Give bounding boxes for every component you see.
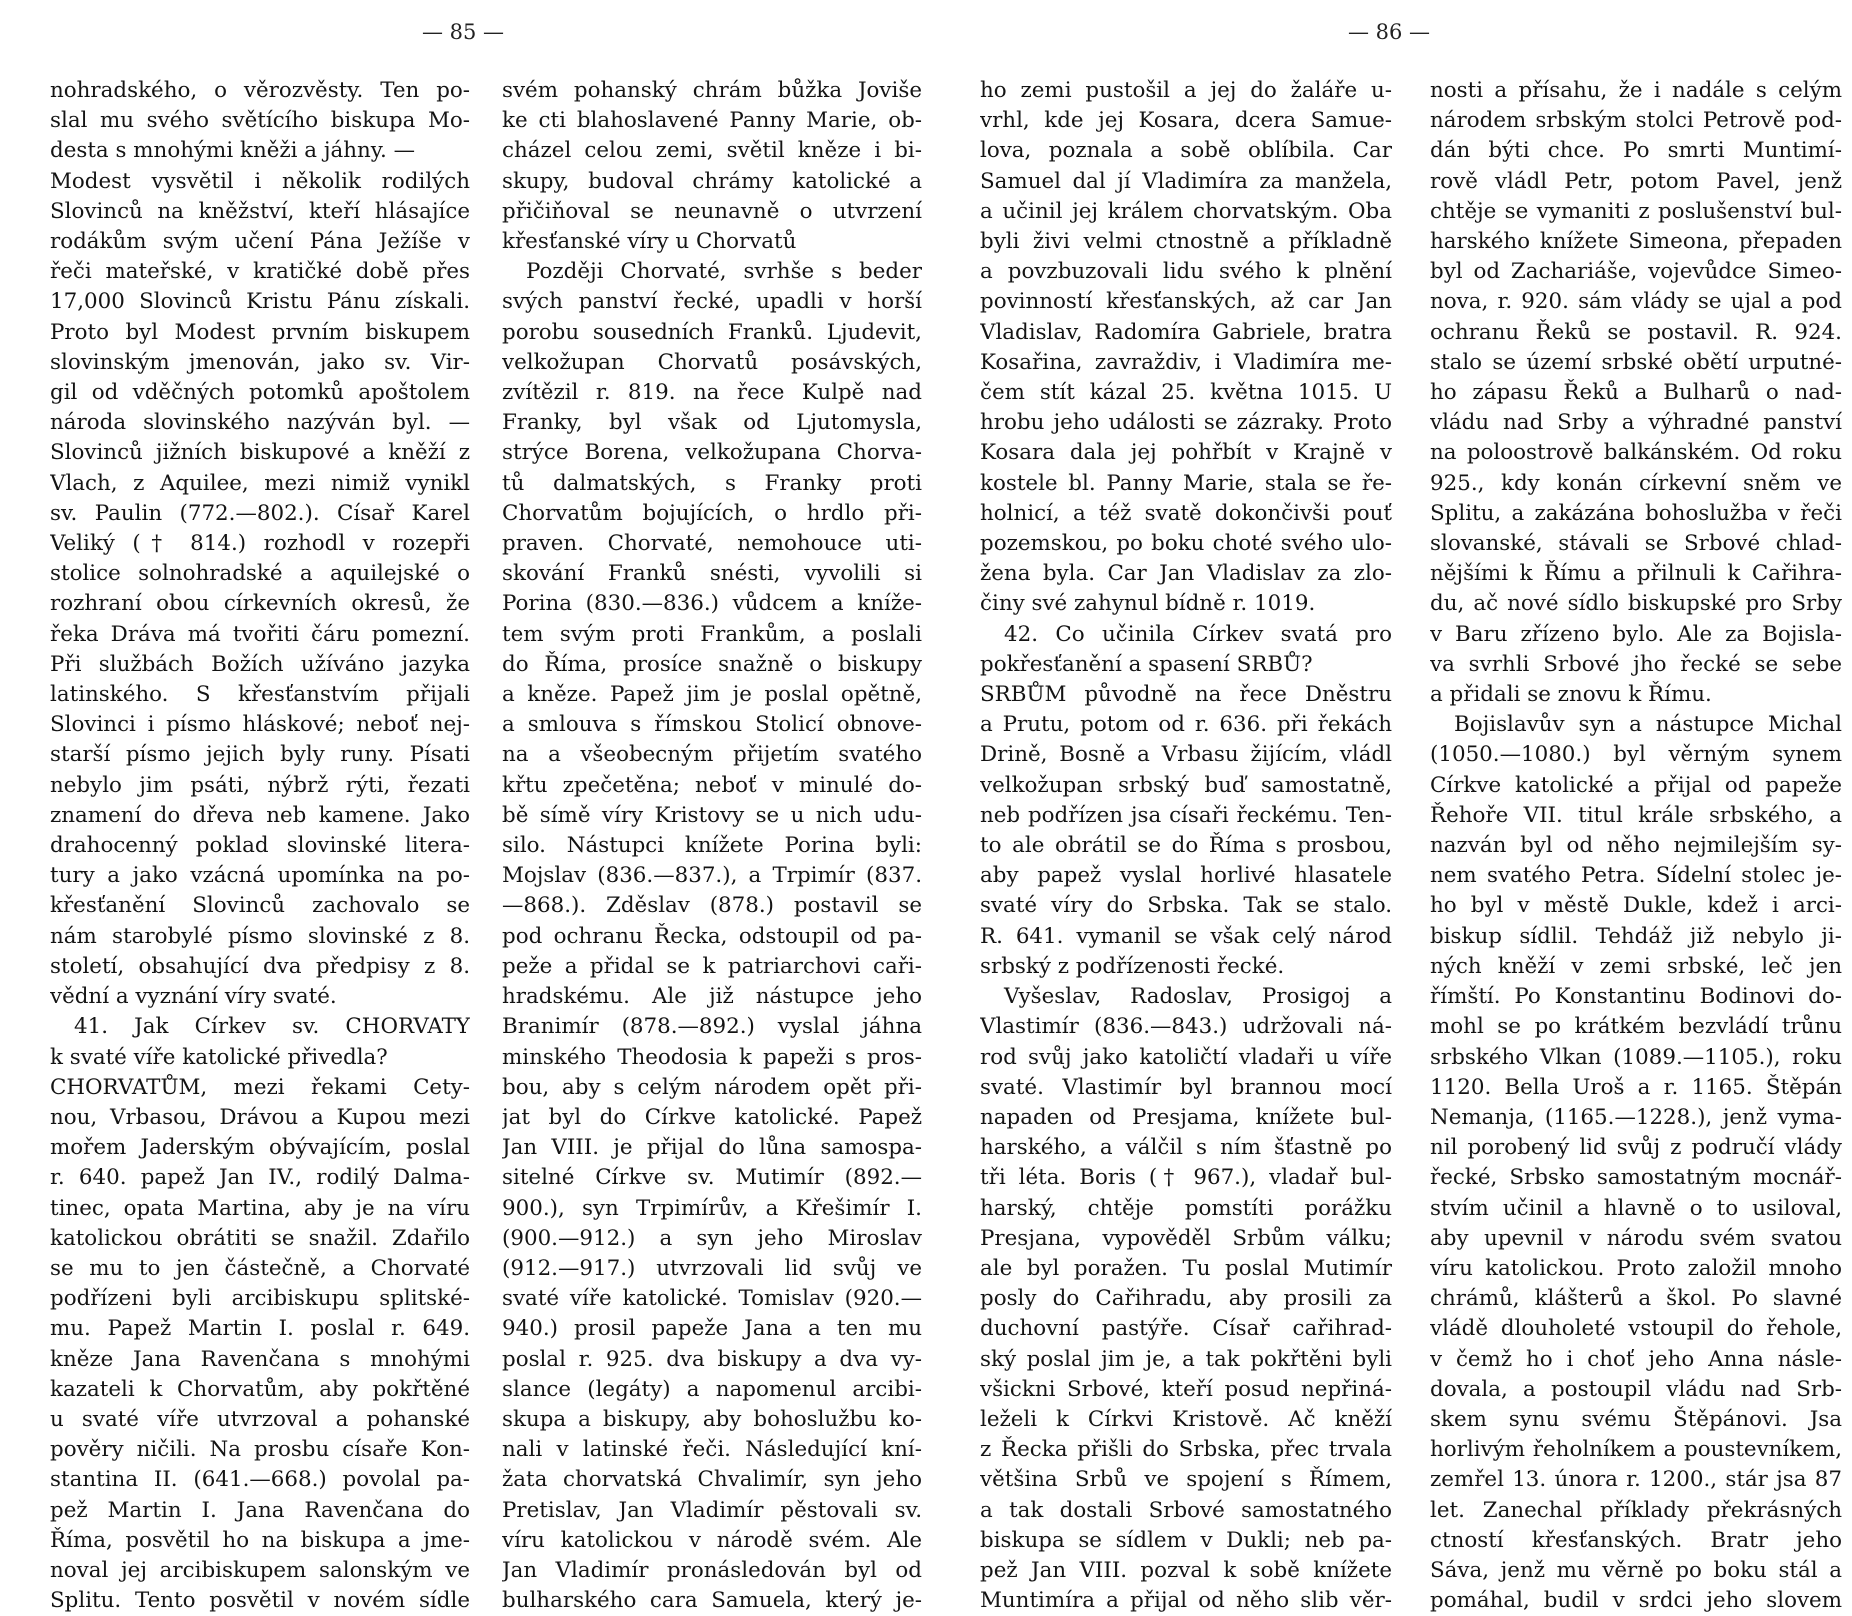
text-line: mohl se po krátkém bezvládí trůnu xyxy=(1430,1014,1842,1040)
text-line: a smlouva s římskou Stolicí obnove- xyxy=(502,712,922,738)
text-line: a přidali se znovu k Římu. xyxy=(1430,682,1712,708)
text-line: Slovinci i písmo hláskové; neboť nej- xyxy=(50,712,470,738)
text-line: minského Theodosia k papeži s pros- xyxy=(502,1044,922,1070)
text-line: chtěje se vymaniti z poslušenství bul- xyxy=(1430,198,1842,224)
text-line: mořem Jaderským obývajícím, poslal xyxy=(50,1135,470,1161)
text-line: pozemskou, po boku choté svého ulo- xyxy=(980,531,1392,557)
text-line: Proto byl Modest prvním biskupem xyxy=(50,319,470,345)
text-line: do Říma, prosíce snažně o biskupy xyxy=(502,651,922,677)
text-line: nil porobený lid svůj z područí vlády xyxy=(1430,1135,1842,1161)
text-line: chrámů, klášterů a škol. Po slavné xyxy=(1430,1286,1842,1312)
text-line: skování Franků snésti, vyvolili si xyxy=(502,561,922,587)
text-line: a Prutu, potom od r. 636. při řekách xyxy=(980,712,1392,738)
text-line: Mojslav (836.—837.), a Trpimír (837. xyxy=(502,863,922,889)
text-line: tů dalmatských, s Franky proti xyxy=(502,470,922,496)
text-line: cházel celou zemi, světil kněze i bi- xyxy=(502,138,922,164)
text-line: lova, poznala a sobě oblíbila. Car xyxy=(980,138,1392,164)
text-line: národa slovinského nazýván byl. — xyxy=(50,410,470,436)
text-line: pod ochranu Řecka, odstoupil od pa- xyxy=(502,923,922,949)
text-line: kazateli k Chorvatům, aby pokřtěné xyxy=(50,1376,470,1402)
text-line: biskupa se sídlem v Dukli; neb pa- xyxy=(980,1527,1392,1553)
text-line: svaté víry do Srbska. Tak se stalo. xyxy=(980,893,1392,919)
text-line: SRBŮM původně na řece Dněstru xyxy=(980,682,1392,708)
text-line: a učinil jej králem chorvatským. Oba xyxy=(980,198,1392,224)
text-line: 1120. Bella Uroš a r. 1165. Štěpán xyxy=(1430,1074,1842,1100)
text-line: tři léta. Boris († 967.), vladař bul- xyxy=(980,1165,1392,1191)
text-line: Kosara dala jej pohřbít v Krajně v xyxy=(980,440,1392,466)
text-line: nali v latinské řeči. Následující kní- xyxy=(502,1437,922,1463)
text-line: římští. Po Konstantinu Bodinovi do- xyxy=(1430,984,1842,1010)
text-line: nebylo jim psáti, nýbrž rýti, řezati xyxy=(50,772,470,798)
text-line: Vladislav, Radomíra Gabriele, bratra xyxy=(980,319,1392,345)
text-line: Bojislavův syn a nástupce Michal xyxy=(1454,712,1842,738)
page-number-right: — 86 — xyxy=(1347,20,1431,44)
text-line: (1050.—1080.) byl věrným synem xyxy=(1430,742,1842,768)
text-line: pověry ničili. Na prosbu císaře Kon- xyxy=(50,1437,470,1463)
text-line: na poloostrově balkánském. Od roku xyxy=(1430,440,1842,466)
text-line: CHORVATŮM, mezi řekami Cety- xyxy=(50,1074,470,1100)
text-line: nou, Vrbasou, Drávou a Kupou mezi xyxy=(50,1104,470,1130)
text-line: porobu sousedních Franků. Ljudevit, xyxy=(502,319,922,345)
text-line: vládu nad Srby a výhradné panství xyxy=(1430,410,1842,436)
text-line: rově vládl Petr, potom Pavel, jenž xyxy=(1430,168,1842,194)
text-line: ale byl poražen. Tu poslal Mutimír xyxy=(980,1255,1392,1281)
text-line: posly do Cařihradu, aby prosili za xyxy=(980,1286,1392,1312)
text-line: bulharského cara Samuela, který je- xyxy=(502,1588,922,1614)
text-line: Jan Vladimír pronásledován byl od xyxy=(502,1557,922,1583)
text-line: většina Srbů ve spojení s Římem, xyxy=(980,1467,1392,1493)
text-line: na a všeobecným přijetím svatého xyxy=(502,742,922,768)
text-line: mu. Papež Martin I. poslal r. 649. xyxy=(50,1316,470,1342)
text-line: byl od Zachariáše, vojevůdce Simeo- xyxy=(1430,259,1842,285)
text-line: ho byl v městě Dukle, kdež i arci- xyxy=(1430,893,1842,919)
text-line: křtu zpečetěna; neboť v minulé do- xyxy=(502,772,922,798)
text-line: nosti a přísahu, že i nadále s celým xyxy=(1430,78,1842,103)
text-line: strýce Borena, velkožupana Chorva- xyxy=(502,440,922,466)
text-line: stolice solnohradské a aquilejské o xyxy=(50,561,470,587)
text-line: tinec, opata Martina, aby je na víru xyxy=(50,1195,470,1221)
text-line: horlivým řeholníkem a poustevníkem, xyxy=(1430,1437,1842,1463)
text-line: nějšími k Římu a přilnuli k Cařihra- xyxy=(1430,561,1842,587)
text-line: Muntimíra a přijal od něho slib věr- xyxy=(980,1588,1392,1614)
text-line: vědní a vyznání víry svaté. xyxy=(50,984,337,1010)
text-line: hrobu jeho události se zázraky. Proto xyxy=(980,410,1392,436)
text-line: slal mu svého světícího biskupa Mo- xyxy=(50,108,470,134)
text-line: v čemž ho i choť jeho Anna násle- xyxy=(1430,1346,1842,1372)
text-line: skem synu svému Štěpánovi. Jsa xyxy=(1430,1406,1842,1432)
text-line: neb podřízen jsa císaři řeckému. Ten- xyxy=(980,802,1392,828)
text-line: sv. Paulin (772.—802.). Císař Karel xyxy=(50,500,470,526)
text-line: Říma, posvětil ho na biskupa a jme- xyxy=(50,1527,470,1553)
text-line: žena byla. Car Jan Vladislav za zlo- xyxy=(980,561,1392,587)
text-line: křesťanění Slovinců zachovalo se xyxy=(50,893,470,919)
text-line: holnicí, a též svatě dokončivši pouť xyxy=(980,500,1392,526)
text-line: u svaté víře utvrzoval a pohanské xyxy=(50,1406,470,1432)
text-line: peže a přidal se k patriarchovi caři- xyxy=(502,953,922,979)
text-line: víru katolickou v národě svém. Ale xyxy=(502,1527,922,1553)
text-line: žata chorvatská Chvalimír, syn jeho xyxy=(502,1467,922,1493)
text-line: víru katolickou. Proto založil mnoho xyxy=(1430,1255,1842,1281)
text-line: Samuel dal jí Vladimíra za manžela, xyxy=(980,168,1392,194)
text-line: národem srbským stolci Petrově pod- xyxy=(1430,108,1842,134)
text-line: velkožupan Chorvatů posávských, xyxy=(502,349,922,375)
text-line: nohradského, o věrozvěsty. Ten po- xyxy=(50,78,470,103)
text-line: velkožupan srbský buď samostatně, xyxy=(980,772,1392,798)
text-line: rodákům svým učení Pána Ježíše v xyxy=(50,229,470,255)
text-line: stantina II. (641.—668.) povolal pa- xyxy=(50,1467,470,1493)
text-line: Vlach, z Aquilee, mezi nimiž vynikl xyxy=(50,470,470,496)
text-line: aby upevnil v národu svém svatou xyxy=(1430,1225,1842,1251)
text-line: slovanské, stávali se Srbové chlad- xyxy=(1430,531,1842,557)
text-line: ných kněží v zemi srbské, leč jen xyxy=(1430,953,1842,979)
text-line: vládě dlouholeté vstoupil do řehole, xyxy=(1430,1316,1842,1342)
text-line: nazván byl od něho nejmilejším sy- xyxy=(1430,833,1842,859)
text-line: nem svatého Petra. Sídelní stolec je- xyxy=(1430,863,1842,889)
text-line: ho zemi pustošil a jej do žaláře u- xyxy=(980,78,1392,103)
right-page-column-1 xyxy=(980,76,1392,1616)
text-line: tem svým proti Frankům, a poslali xyxy=(502,621,922,647)
text-line: stalo se území srbské obětí urputné- xyxy=(1430,349,1842,375)
text-line: a kněze. Papež jim je poslal opětně, xyxy=(502,682,922,708)
text-line: pež Jan VIII. pozval k sobě knížete xyxy=(980,1557,1392,1583)
text-line: Později Chorvaté, svrhše s beder xyxy=(526,259,922,285)
text-line: povinností křesťanských, až car Jan xyxy=(980,289,1392,315)
text-line: (900.—912.) a syn jeho Miroslav xyxy=(502,1225,922,1251)
text-line: silo. Nástupci knížete Porina byli: xyxy=(502,833,922,859)
text-line: v Baru zřízeno bylo. Ale za Bojisla- xyxy=(1430,621,1842,647)
text-line: slovinským jmenován, jako sv. Vir- xyxy=(50,349,470,375)
text-line: rozhraní obou církevních okresů, že xyxy=(50,591,470,617)
text-line: svých panství řecké, upadli v horší xyxy=(502,289,922,315)
text-line: napaden od Presjama, knížete bul- xyxy=(980,1104,1392,1130)
text-line: zvítězil r. 819. na řece Kulpě nad xyxy=(502,380,922,406)
text-line: století, obsahující dva předpisy z 8. xyxy=(50,953,470,979)
text-line: čem stít kázal 25. května 1015. U xyxy=(980,380,1392,406)
text-line: praven. Chorvaté, nemohouce uti- xyxy=(502,531,922,557)
text-line: Presjana, vypověděl Srbům válku; xyxy=(980,1225,1392,1251)
text-line: latinského. S křesťanstvím přijali xyxy=(50,682,470,708)
text-line: desta s mnohými kněži a jáhny. — xyxy=(50,138,416,164)
text-line: Splitu, a zakázána bohoslužba v řeči xyxy=(1430,500,1842,526)
text-line: va svrhli Srbové jho řecké se sebe xyxy=(1430,651,1842,677)
text-line: 17,000 Slovinců Kristu Pánu získali. xyxy=(50,289,470,315)
text-line: a povzbuzovali lidu svého k plnění xyxy=(980,259,1392,285)
text-line: Vyšeslav, Radoslav, Prosigoj a xyxy=(1004,984,1392,1010)
text-line: bou, aby s celým národem opět při- xyxy=(502,1074,922,1100)
text-line: dán býti chce. Po smrti Muntimí- xyxy=(1430,138,1842,164)
text-line: ský poslal jim je, a tak pokřtěni byli xyxy=(980,1346,1392,1372)
text-line: katolickou obrátiti se snažil. Zdařilo xyxy=(50,1225,470,1251)
text-line: Chorvatům bojujících, o hrdlo při- xyxy=(502,500,922,526)
text-line: Jan VIII. je přijal do lůna samospa- xyxy=(502,1135,922,1161)
text-line: (912.—917.) utvrzovali lid svůj ve xyxy=(502,1255,922,1281)
text-line: srbského Vlkan (1089.—1105.), roku xyxy=(1430,1044,1842,1070)
text-line: vrhl, kde jej Kosara, dcera Samue- xyxy=(980,108,1392,134)
left-page-column-1 xyxy=(50,76,470,1616)
text-line: to ale obrátil se do Říma s prosbou, xyxy=(980,833,1392,859)
text-line: skupa a biskupy, aby bohoslužbu ko- xyxy=(502,1406,922,1432)
text-line: řecké, Srbsko samostatným mocnář- xyxy=(1430,1165,1842,1191)
text-line: duchovní pastýře. Císař cařihrad- xyxy=(980,1316,1392,1342)
text-line: ke cti blahoslavené Panny Marie, ob- xyxy=(502,108,922,134)
text-line: znamení do dřeva neb kamene. Jako xyxy=(50,802,470,828)
text-line: Řehoře VII. titul krále srbského, a xyxy=(1430,802,1842,828)
text-line: rod svůj jako katoličtí vladaři u víře xyxy=(980,1044,1392,1070)
text-line: pomáhal, budil v srdci jeho slovem xyxy=(1430,1588,1842,1614)
text-line: křesťanské víry u Chorvatů xyxy=(502,229,797,255)
text-line: hradskému. Ale již nástupce jeho xyxy=(502,984,922,1010)
text-line: ctností křesťanských. Bratr jeho xyxy=(1430,1527,1842,1553)
text-line: svaté víře katolické. Tomislav (920.— xyxy=(502,1286,922,1312)
right-page xyxy=(926,0,1852,1614)
left-page-column-2 xyxy=(502,76,922,1616)
text-line: Veliký († 814.) rozhodl v rozepři xyxy=(50,531,470,557)
text-line: Porina (830.—836.) vůdcem a kníže- xyxy=(502,591,922,617)
text-line: 940.) prosil papeže Jana a ten mu xyxy=(502,1316,922,1342)
text-line: podřízeni byli arcibiskupu splitské- xyxy=(50,1286,470,1312)
text-line: harského knížete Simeona, přepaden xyxy=(1430,229,1842,255)
text-line: biskup sídlil. Tehdáž již nebylo ji- xyxy=(1430,923,1842,949)
text-line: Franky, byl však od Ljutomysla, xyxy=(502,410,922,436)
text-line: harský, chtěje pomstíti porážku xyxy=(980,1195,1392,1221)
text-line: drahocenný poklad slovinské litera- xyxy=(50,833,470,859)
text-line: aby papež vyslal horlivé hlasatele xyxy=(980,863,1392,889)
text-line: 42. Co učinila Církev svatá pro xyxy=(1004,621,1392,647)
text-line: Splitu. Tento posvětil v novém sídle xyxy=(50,1588,470,1614)
text-line: pokřesťanění a spasení SRBŮ? xyxy=(980,651,1313,677)
text-line: nám starobylé písmo slovinské z 8. xyxy=(50,923,470,949)
text-line: a tak dostali Srbové samostatného xyxy=(980,1497,1392,1523)
text-line: r. 640. papež Jan IV., rodilý Dalma- xyxy=(50,1165,470,1191)
text-line: ho zápasu Řeků a Bulharů o nad- xyxy=(1430,380,1842,406)
right-page-column-2 xyxy=(1430,76,1842,1616)
text-line: byli živi velmi ctnostně a příkladně xyxy=(980,229,1392,255)
text-line: Modest vysvětil i několik rodilých xyxy=(50,168,470,194)
text-line: Církve katolické a přijal od papeže xyxy=(1430,772,1842,798)
text-line: řeči mateřské, v kratičké době přes xyxy=(50,259,470,285)
text-line: se mu to jen částečně, a Chorvaté xyxy=(50,1255,470,1281)
text-line: noval jej arcibiskupem salonským ve xyxy=(50,1557,470,1583)
text-line: let. Zanechal příklady překrásných xyxy=(1430,1497,1842,1523)
page-number-left: — 85 — xyxy=(421,20,505,44)
text-line: bě símě víry Kristovy se u nich udu- xyxy=(502,802,922,828)
text-line: ochranu Řeků se postavil. R. 924. xyxy=(1430,319,1842,345)
left-page xyxy=(0,0,926,1614)
text-line: všickni Srbové, kteří posud nepřiná- xyxy=(980,1376,1392,1402)
text-line: Branimír (878.—892.) vyslal jáhna xyxy=(502,1014,922,1040)
text-line: leželi k Církvi Kristově. Ač kněží xyxy=(980,1406,1392,1432)
text-line: skupy, budoval chrámy katolické a xyxy=(502,168,922,194)
text-line: slance (legáty) a napomenul arcibi- xyxy=(502,1376,922,1402)
text-line: Slovinců na kněžství, kteří hlásajíce xyxy=(50,198,470,224)
text-line: pež Martin I. Jana Ravenčana do xyxy=(50,1497,470,1523)
text-line: řeka Dráva má tvořiti čáru pomezní. xyxy=(50,621,470,647)
text-line: kostele bl. Panny Marie, stala se ře- xyxy=(980,470,1392,496)
text-line: přičiňoval se neunavně o utvrzení xyxy=(502,198,922,224)
text-line: Kosařina, zavraždiv, i Vladimíra me- xyxy=(980,349,1392,375)
text-line: Pretislav, Jan Vladimír pěstovali sv. xyxy=(502,1497,922,1523)
text-line: poslal r. 925. dva biskupy a dva vy- xyxy=(502,1346,922,1372)
text-line: 900.), syn Trpimírův, a Křešimír I. xyxy=(502,1195,922,1221)
text-line: sitelné Církve sv. Mutimír (892.— xyxy=(502,1165,922,1191)
text-line: starší písmo jejich byly runy. Písati xyxy=(50,742,470,768)
text-line: R. 641. vymanil se však celý národ xyxy=(980,923,1392,949)
text-line: jat byl do Církve katolické. Papež xyxy=(502,1104,922,1130)
text-line: činy své zahynul bídně r. 1019. xyxy=(980,591,1316,617)
text-line: svém pohanský chrám bůžka Joviše xyxy=(502,78,922,103)
text-line: stvím učinil a hlavně o to usiloval, xyxy=(1430,1195,1842,1221)
text-line: k svaté víře katolické přivedla? xyxy=(50,1044,388,1070)
text-line: Nemanja, (1165.—1228.), jenž vyma- xyxy=(1430,1104,1842,1130)
text-line: 925., kdy konán církevní sněm ve xyxy=(1430,470,1842,496)
text-line: svaté. Vlastimír byl brannou mocí xyxy=(980,1074,1392,1100)
text-line: Slovinců jižních biskupové a kněží z xyxy=(50,440,470,466)
text-line: tury a jako vzácná upomínka na po- xyxy=(50,863,470,889)
text-line: gil od vděčných potomků apoštolem xyxy=(50,380,470,406)
text-line: Drině, Bosně a Vrbasu žijícím, vládl xyxy=(980,742,1392,768)
text-line: srbský z podřízenosti řecké. xyxy=(980,953,1285,979)
text-line: harského, a válčil s ním šťastně po xyxy=(980,1135,1392,1161)
text-line: dovala, a postoupil vládu nad Srb- xyxy=(1430,1376,1842,1402)
text-line: du, ač nové sídlo biskupské pro Srby xyxy=(1430,591,1842,617)
text-line: 41. Jak Církev sv. CHORVATY xyxy=(74,1014,470,1040)
text-line: —868.). Zděslav (878.) postavil se xyxy=(502,893,922,919)
text-line: Při službách Božích užíváno jazyka xyxy=(50,651,470,677)
text-line: z Řecka přišli do Srbska, přec trvala xyxy=(980,1437,1392,1463)
text-line: kněze Jana Ravenčana s mnohými xyxy=(50,1346,470,1372)
text-line: nova, r. 920. sám vlády se ujal a pod xyxy=(1430,289,1842,315)
text-line: Sáva, jenž mu věrně po boku stál a xyxy=(1430,1557,1842,1583)
text-line: Vlastimír (836.—843.) udržovali ná- xyxy=(980,1014,1392,1040)
text-line: zemřel 13. února r. 1200., stár jsa 87 xyxy=(1430,1467,1842,1493)
